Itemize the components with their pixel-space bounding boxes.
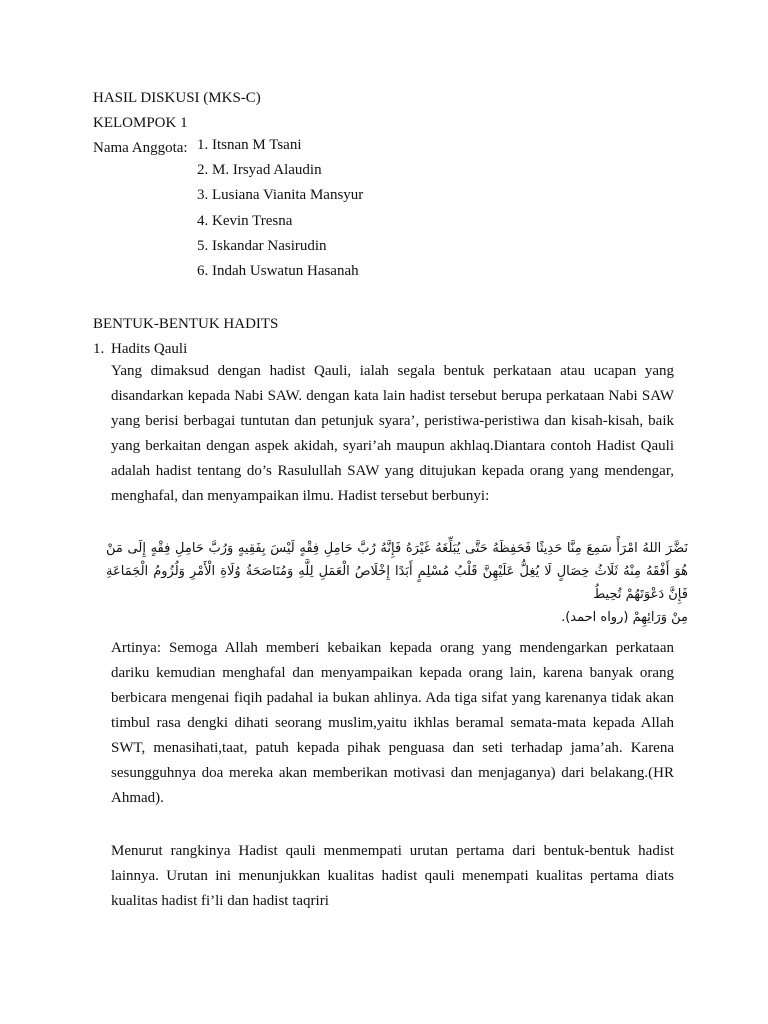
list-item-number: 1. (93, 341, 105, 357)
member-item: 5. Iskandar Nasirudin (197, 237, 327, 254)
member-item: 1. Itsnan M Tsani (197, 137, 302, 153)
arabic-hadith-text: نَضَّرَ اللهُ امْرَأً سَمِعَ مِنَّا حَدِيثًا فَحَفِظَهُ حَتَّى يُبَلِّغَهُ غَيْرَهُ فَإِنَّهُ رُبَّ حَامِلِ فِقْهٍ لَيْسَ بِفَقِيهٍ وَرُبَّ حَامِلِ فِقْهٍ إِلَى مَنْ هُوَ أَفْقَهُ مِنْهُ ثَلَاثُ خِصَالٍ لَا يُغِلُّ عَلَيْهِنَّ قَلْبُ مُسْلِمٍ أَبَدًا إِخْلَاصُ الْعَمَلِ لِلَّهِ وَمُنَاصَحَةُ وُلَاةِ الْأَمْرِ وَلُزُومُ الْجَمَاعَةِ فَإِنَّ دَعْوَتَهُمْ تُحِيطُ (106, 541, 688, 602)
section-heading: BENTUK-BENTUK HADITS (93, 316, 279, 332)
member-item: 2. M. Irsyad Alaudin (197, 162, 322, 179)
paragraph-translation: Artinya: Semoga Allah memberi kebaikan kepada orang yang mendengarkan perkataan dariku kemudian menghafal dan menyampaikan kepada orang lain, karena banyak orang berbicara mengenai fiqih padahal ia bukan ahlinya. Ada tiga sifat yang karenanya tidak akan timbul rasa dengki dihati seorang muslim,yaitu ikhlas beramal semata-mata kepada Allah SWT, menasihati,taat, patuh kepada pihak penguasa dan seti terhadap jama’ah. Karena sesungguhnya doa mereka akan memberikan motivasi dan menjaganya) dari belakang.(HR Ahmad). (111, 640, 674, 806)
list-item-title: Hadits Qauli (111, 341, 188, 357)
members-label: Nama Anggota: (93, 140, 188, 156)
group-label: KELOMPOK 1 (93, 115, 188, 131)
member-item: 6. Indah Uswatun Hasanah (197, 262, 359, 279)
paragraph-ranking: Menurut rangkinya Hadist qauli menmempati urutan pertama dari bentuk-bentuk hadist lainnya. Urutan ini menunjukkan kualitas hadist qauli menempati kualitas pertama diats kualitas hadist fi’li dan hadist taqriri (111, 843, 674, 909)
members-list (197, 133, 363, 284)
arabic-hadith-reference: مِنْ وَرَائِهِمْ (رواه احمد). (561, 610, 688, 625)
member-item: 4. Kevin Tresna (197, 212, 293, 229)
paragraph-definition: Yang dimaksud dengan hadist Qauli, ialah segala bentuk perkataan atau ucapan yang disandarkan kepada Nabi SAW. dengan kata lain hadist tersebut berupa perkataan Nabi SAW yang berisi berbagai tuntutan dan petunjuk syara’, peristiwa-peristiwa dan kisah-kisah, baik yang berkaitan dengan aspek akidah, syari’ah maupun akhlaq.Diantara contoh Hadist Qauli adalah hadist tentang do’s Rasulullah SAW yang ditujukan kepada orang yang mendengar, menghafal, dan menyampaikan ilmu. Hadist tersebut berbunyi: (111, 363, 674, 504)
document-title: HASIL DISKUSI (MKS-C) (93, 90, 261, 106)
arabic-hadith (106, 537, 688, 629)
member-item: 3. Lusiana Vianita Mansyur (197, 187, 364, 204)
